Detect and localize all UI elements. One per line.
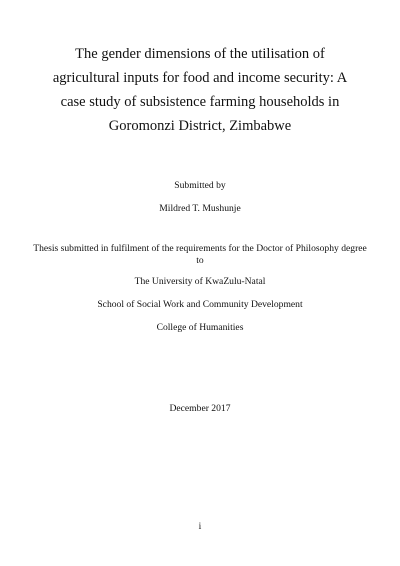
- school-name: School of Social Work and Community Development: [97, 299, 303, 310]
- author-name: Mildred T. Mushunje: [159, 203, 241, 214]
- submitted-by-label: Submitted by: [174, 180, 226, 191]
- thesis-title: The gender dimensions of the utilisation of agricultural inputs for food and income security: A case study of subsistence farming households in Goromonzi District, Zimbabwe: [52, 46, 348, 134]
- submission-date: December 2017: [169, 403, 231, 414]
- college-name: College of Humanities: [156, 322, 244, 333]
- page-number: i: [198, 521, 202, 532]
- thesis-statement: Thesis submitted in fulfilment of the requirements for the Doctor of Philosophy degree to: [33, 243, 367, 266]
- university-name: The University of KwaZulu-Natal: [134, 276, 266, 287]
